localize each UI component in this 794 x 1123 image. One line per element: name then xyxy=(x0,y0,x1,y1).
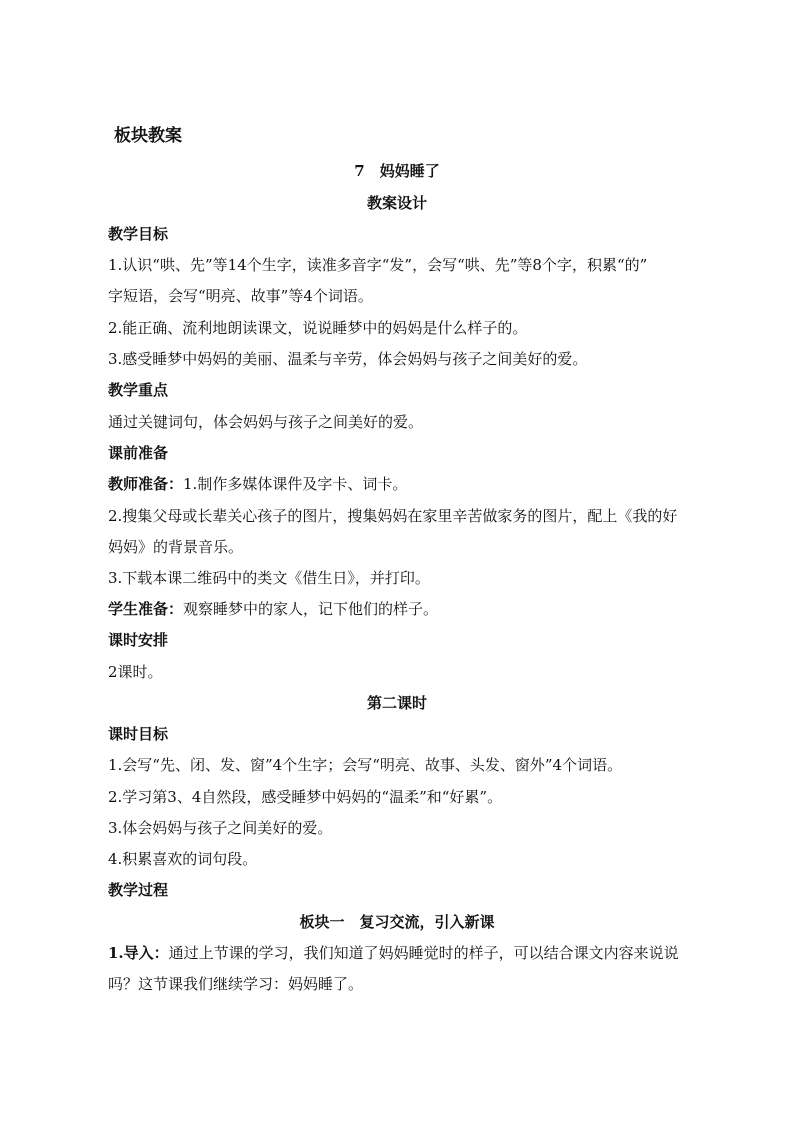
lesson-goals-heading: 课时目标 xyxy=(108,725,169,743)
goals-heading: 教学目标 xyxy=(108,225,169,243)
lesson-number: 7 xyxy=(354,162,365,180)
intro-text-a: 通过上节课的学习，我们知道了妈妈睡觉时的样子，可以结合课文内容来说说 xyxy=(168,944,679,962)
teacher-prep-2b: 妈妈》的背景音乐。 xyxy=(108,538,244,556)
lesson-goal-4: 4.积累喜欢的词句段。 xyxy=(108,850,258,868)
student-prep-label: 学生准备： xyxy=(108,600,184,618)
intro-line-1 xyxy=(108,943,679,963)
key-point: 通过关键词句，体会妈妈与孩子之间美好的爱。 xyxy=(108,413,424,431)
second-lesson-heading: 第二课时 xyxy=(366,694,427,712)
intro-line-2: 吗？这节课我们继续学习：妈妈睡了。 xyxy=(108,975,364,993)
goal-1b: 字短语，会写“明亮、故事”等4个词语。 xyxy=(108,287,373,305)
teacher-prep-2a: 2.搜集父母或长辈关心孩子的图片，搜集妈妈在家里辛苦做家务的图片，配上《我的好 xyxy=(108,507,678,525)
prep-heading: 课前准备 xyxy=(108,444,169,462)
goal-1a: 1.认识“哄、先”等14个生字，读准多音字“发”，会写“哄、先”等8个字，积累“的” xyxy=(108,256,648,274)
schedule-heading: 课时安排 xyxy=(108,631,169,649)
lesson-goal-1: 1.会写“先、闭、发、窗”4个生字；会写“明亮、故事、头发、窗外”4个词语。 xyxy=(108,756,623,774)
document-header: 板块教案 xyxy=(114,126,182,146)
design-heading: 教案设计 xyxy=(366,194,427,212)
student-prep: 观察睡梦中的家人，记下他们的样子。 xyxy=(183,600,439,618)
key-heading: 教学重点 xyxy=(108,381,169,399)
teacher-prep-1: 1.制作多媒体课件及字卡、词卡。 xyxy=(183,475,408,493)
student-prep-line xyxy=(108,599,438,619)
teacher-prep-3: 3.下载本课二维码中的类文《借生日》，并打印。 xyxy=(108,569,430,587)
process-heading: 教学过程 xyxy=(108,881,169,899)
goal-2: 2.能正确、流利地朗读课文，说说睡梦中的妈妈是什么样子的。 xyxy=(108,319,528,337)
block1-heading: 板块一 复习交流，引入新课 xyxy=(299,913,495,931)
teacher-prep-label: 教师准备： xyxy=(108,475,184,493)
lesson-title-line xyxy=(0,161,794,181)
goal-3: 3.感受睡梦中妈妈的美丽、温柔与辛劳，体会妈妈与孩子之间美好的爱。 xyxy=(108,350,588,368)
lesson-goal-3: 3.体会妈妈与孩子之间美好的爱。 xyxy=(108,819,333,837)
lesson-goal-2: 2.学习第3、4自然段，感受睡梦中妈妈的“温柔”和“好累”。 xyxy=(108,788,503,806)
lesson-title: 妈妈睡了 xyxy=(379,162,440,180)
schedule-text: 2课时。 xyxy=(108,663,163,681)
intro-label: 1.导入： xyxy=(108,944,169,962)
teacher-prep-1-line xyxy=(108,474,407,494)
